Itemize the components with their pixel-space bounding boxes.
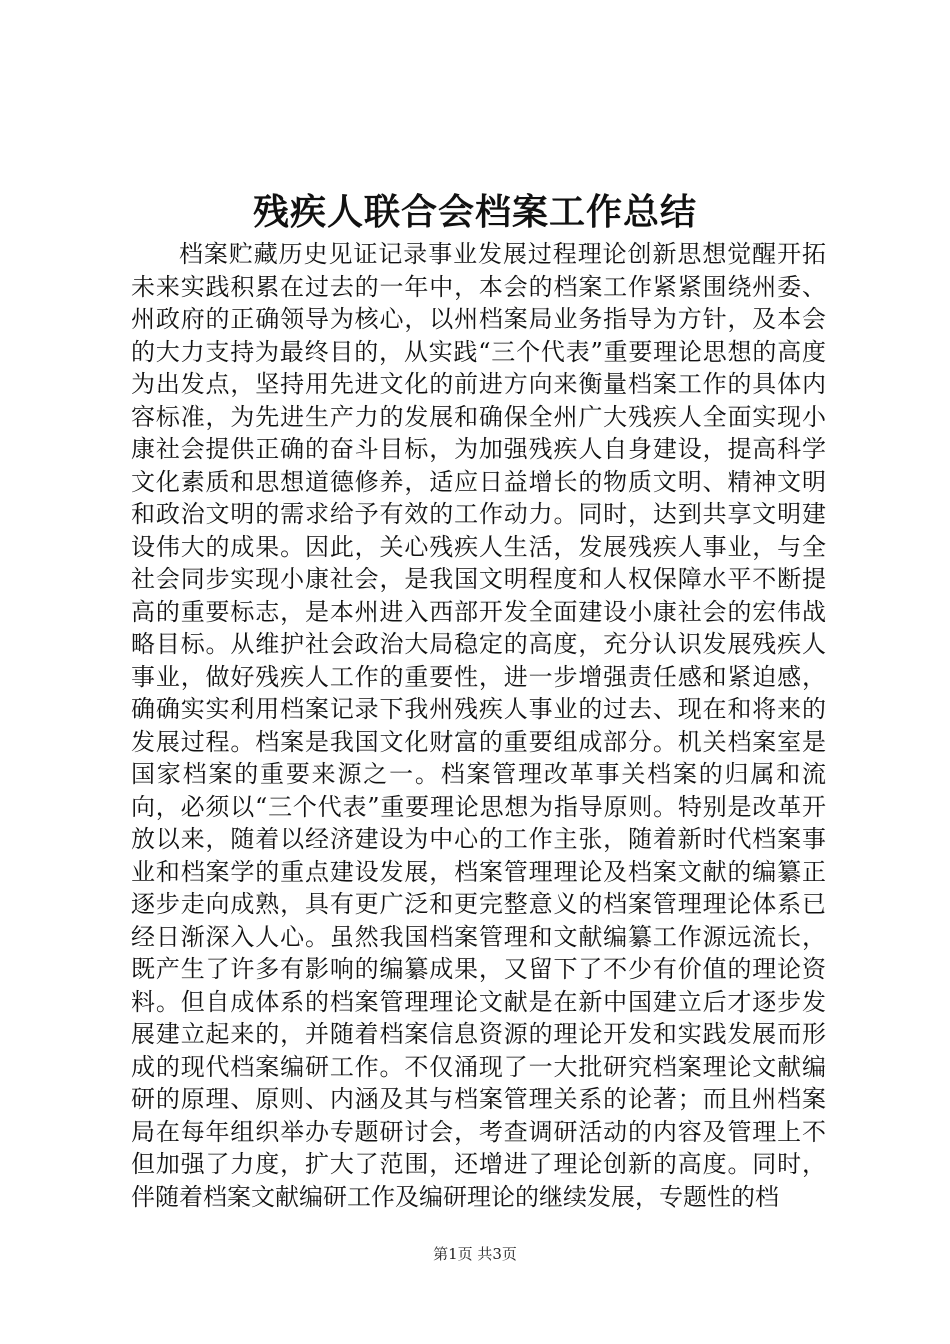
page-number-footer: 第1页 共3页 xyxy=(433,1245,517,1263)
document-body-paragraph: 档案贮藏历史见证记录事业发展过程理论创新思想觉醒开拓未来实践积累在过去的一年中，本会的档案工作紧紧围绕州委、州政府的正确领导为核心，以州档案局业务指导为方针，及本会的大力支持为最终目的，从实践“三个代表”重要理论思想的高度为出发点，坚持用先进文化的前进方向来衡量档案工作的具体内容标准，为先进生产力的发展和确保全州广大残疾人全面实现小康社会提供正确的奋斗目标，为加强残疾人自身建设，提高科学文化素质和思想道德修养，适应日益增长的物质文明、精神文明和政治文明的需求给予有效的工作动力。同时，达到共享文明建设伟大的成果。因此，关心残疾人生活，发展残疾人事业，与全社会同步实现小康社会，是我国文明程度和人权保障水平不断提高的重要标志，是本州进入西部开发全面建设小康社会的宏伟战略目标。从维护社会政治大局稳定的高度，充分认识发展残疾人事业，做好残疾人工作的重要性，进一步增强责任感和紧迫感，确确实实利用档案记录下我州残疾人事业的过去、现在和将来的发展过程。档案是我国文化财富的重要组成部分。机关档案室是国家档案的重要来源之一。档案管理改革事关档案的归属和流向，必须以“三个代表”重要理论思想为指导原则。特别是改革开放以来，随着以经济建设为中心的工作主张，随着新时代档案事业和档案学的重点建设发展，档案管理理论及档案文献的编纂正逐步走向成熟，具有更广泛和更完整意义的档案管理理论体系已经日渐深入人心。虽然我国档案管理和文献编纂工作源远流长，既产生了许多有影响的编纂成果，又留下了不少有价值的理论资料。但自成体系的档案管理理论文献是在新中国建立后才逐步发展建立起来的，并随着档案信息资源的理论开发和实践发展而形成的现代档案编研工作。不仅涌现了一大批研究档案理论文献编研的原理、原则、内涵及其与档案管理关系的论著；而且州档案局在每年组织举办专题研讨会，考查调研活动的内容及管理上不但加强了力度，扩大了范围，还增进了理论创新的高度。同时，伴随着档案文献编研工作及编研理论的继续发展，专题性的档 xyxy=(131,240,826,1211)
document-title: 残疾人联合会档案工作总结 xyxy=(252,191,697,233)
